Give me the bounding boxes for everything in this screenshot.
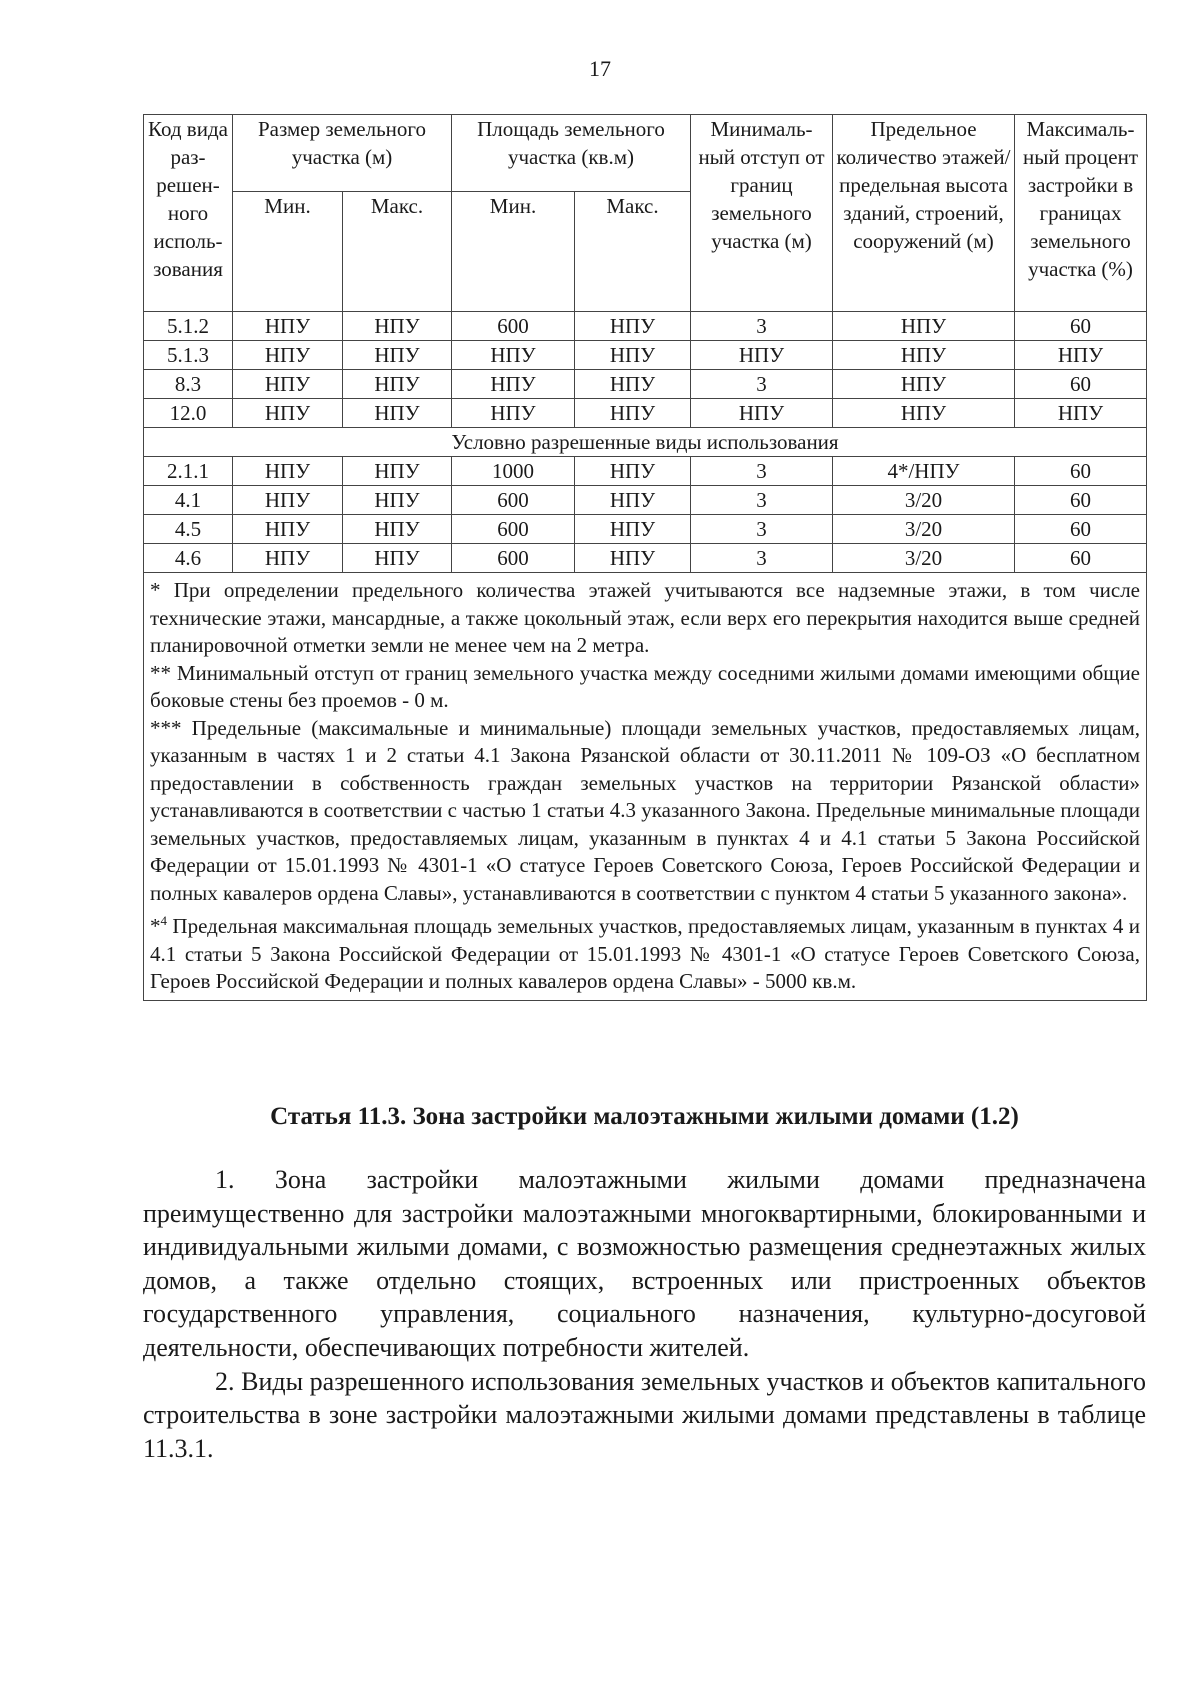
table-cell: НПУ: [343, 399, 452, 428]
paragraph-1: 1. Зона застройки малоэтажными жилыми домами предназначена преимущественно для застройки малоэтажными многоквартирными, блокированными и индивидуальными жилыми домами, с возможностью размещения среднеэтажных жилых домов, а также отдельно стоящих, встроенных или пристроенных объектов государственного управления, социального назначения, культурно-досуговой деятельности, обеспечивающих потребности жителей.: [143, 1165, 1146, 1362]
table-cell: НПУ: [575, 486, 691, 515]
table-row: [144, 515, 1147, 544]
table-row: [144, 399, 1147, 428]
table-cell: НПУ: [575, 370, 691, 399]
header-size-min: Мин.: [233, 192, 343, 312]
table-cell: 4.1: [144, 486, 233, 515]
header-size-group: Размер земельного участка (м): [233, 115, 452, 192]
table-cell: НПУ: [691, 399, 833, 428]
table-cell: 3: [691, 457, 833, 486]
table-cell: 600: [452, 486, 575, 515]
table-cell: НПУ: [1015, 341, 1147, 370]
table-cell: 3/20: [833, 486, 1015, 515]
table-cell: НПУ: [575, 312, 691, 341]
table-cell: 2.1.1: [144, 457, 233, 486]
header-area-max: Макс.: [575, 192, 691, 312]
table-cell: 600: [452, 312, 575, 341]
table-cell: 5.1.3: [144, 341, 233, 370]
table-row: [144, 370, 1147, 399]
table-cell: НПУ: [233, 312, 343, 341]
footnote-2: ** Минимальный отступ от границ земельного участка между соседними жилыми домами имеющими общие боковые стены без проемов - 0 м.: [150, 660, 1140, 712]
table-cell: 4.5: [144, 515, 233, 544]
table-cell: 3: [691, 515, 833, 544]
footnote-4: [150, 907, 1140, 996]
header-code: Код вида раз-решен-ного исполь-зования: [144, 115, 233, 312]
table-cell: 60: [1015, 515, 1147, 544]
table-cell: 3/20: [833, 544, 1015, 573]
body-text: [143, 1163, 1146, 1465]
header-percent: Максималь-ный процент застройки в границах земельного участка (%): [1015, 115, 1147, 312]
table-cell: НПУ: [575, 515, 691, 544]
table-header-row: [144, 115, 1147, 192]
table-cell: НПУ: [833, 399, 1015, 428]
table-cell: НПУ: [233, 370, 343, 399]
table-cell: 1000: [452, 457, 575, 486]
table-cell: 60: [1015, 544, 1147, 573]
table-cell: 60: [1015, 370, 1147, 399]
table-cell: 3: [691, 312, 833, 341]
table-cell: НПУ: [833, 370, 1015, 399]
table-row: [144, 544, 1147, 573]
table-cell: НПУ: [833, 341, 1015, 370]
table-cell: НПУ: [343, 370, 452, 399]
table-cell: НПУ: [343, 341, 452, 370]
table-cell: НПУ: [233, 486, 343, 515]
footnote-1: * При определении предельного количества этажей учитываются все надземные этажи, в том числе технические этажи, мансардные, а также цокольный этаж, если верх его перекрытия находится выше средней планировочной отметки земли не менее чем на 2 метра.: [150, 578, 1140, 657]
table-cell: НПУ: [343, 544, 452, 573]
notes-row: [144, 573, 1147, 1001]
table-cell: НПУ: [575, 544, 691, 573]
table-cell: 3: [691, 486, 833, 515]
table-row: [144, 312, 1147, 341]
table-cell: НПУ: [575, 457, 691, 486]
table-cell: 3: [691, 370, 833, 399]
footnote-4-text: Предельная максимальная площадь земельных участков, предоставляемых лицам, указанным в пунктах 4 и 4.1 статьи 5 Закона Российской Федерации от 15.01.1993 № 4301-1 «О статусе Героев Советского Союза, Героев Российской Федерации и полных кавалеров ордена Славы» - 5000 кв.м.: [150, 914, 1140, 993]
table-cell: 600: [452, 544, 575, 573]
table-cell: 60: [1015, 457, 1147, 486]
table-cell: 8.3: [144, 370, 233, 399]
table-cell: НПУ: [575, 399, 691, 428]
conditional-section-row: [144, 428, 1147, 457]
header-setback: Минималь-ный отступ от границ земельного участка (м): [691, 115, 833, 312]
table-cell: 3/20: [833, 515, 1015, 544]
header-size-max: Макс.: [343, 192, 452, 312]
table-cell: НПУ: [343, 457, 452, 486]
table-cell: 3: [691, 544, 833, 573]
table-cell: НПУ: [452, 399, 575, 428]
table-cell: НПУ: [1015, 399, 1147, 428]
table-cell: 600: [452, 515, 575, 544]
conditional-section-label: Условно разрешенные виды использования: [144, 428, 1147, 457]
table-cell: НПУ: [343, 515, 452, 544]
table-cell: 5.1.2: [144, 312, 233, 341]
paragraph-2: 2. Виды разрешенного использования земельных участков и объектов капитального строительства в зоне застройки малоэтажными жилыми домами представлены в таблице 11.3.1.: [143, 1366, 1146, 1463]
table-cell: НПУ: [833, 312, 1015, 341]
table-cell: НПУ: [691, 341, 833, 370]
table-cell: 60: [1015, 312, 1147, 341]
footnote-3: *** Предельные (максимальные и минимальные) площади земельных участков, предоставляемых лицам, указанным в частях 1 и 2 статьи 4.1 Закона Рязанской области от 30.11.2011 № 109-ОЗ «О бесплатном предоставлении в собственность граждан земельных участков на территории Рязанской области» устанавливаются в соответствии с частью 1 статьи 4.3 указанного Закона. Предельные минимальные площади земельных участков, предоставляемых лицам, указанным в пунктах 4 и 4.1 статьи 5 Закона Российской Федерации от 15.01.1993 № 4301-1 «О статусе Героев Советского Союза, Героев Российской Федерации и полных кавалеров ордена Славы», устанавливаются в соответствии с пунктом 4 статьи 5 указанного закона».: [150, 715, 1140, 905]
table-cell: НПУ: [233, 399, 343, 428]
table-cell: НПУ: [233, 515, 343, 544]
land-use-table: [143, 114, 1147, 1001]
table-row: [144, 486, 1147, 515]
table-row: [144, 341, 1147, 370]
table-cell: 4*/НПУ: [833, 457, 1015, 486]
table-cell: НПУ: [452, 370, 575, 399]
header-floors: Предельное количество этажей/ предельная высота зданий, строений, сооружений (м): [833, 115, 1015, 312]
page-number: 17: [589, 56, 611, 81]
footnote-4-mark: *: [150, 914, 161, 938]
notes-cell: [144, 573, 1147, 1001]
table-cell: 60: [1015, 486, 1147, 515]
table-cell: НПУ: [343, 486, 452, 515]
table-cell: 12.0: [144, 399, 233, 428]
table-cell: НПУ: [343, 312, 452, 341]
table-cell: НПУ: [575, 341, 691, 370]
footnote-4-sup: 4: [160, 913, 167, 928]
table-cell: НПУ: [233, 544, 343, 573]
article-title: Статья 11.3. Зона застройки малоэтажными жилыми домами (1.2): [270, 1103, 1019, 1130]
table-cell: НПУ: [452, 341, 575, 370]
header-area-min: Мин.: [452, 192, 575, 312]
table-cell: НПУ: [233, 457, 343, 486]
table-cell: 4.6: [144, 544, 233, 573]
table-cell: НПУ: [233, 341, 343, 370]
header-area-group: Площадь земельного участка (кв.м): [452, 115, 691, 192]
table-row: [144, 457, 1147, 486]
